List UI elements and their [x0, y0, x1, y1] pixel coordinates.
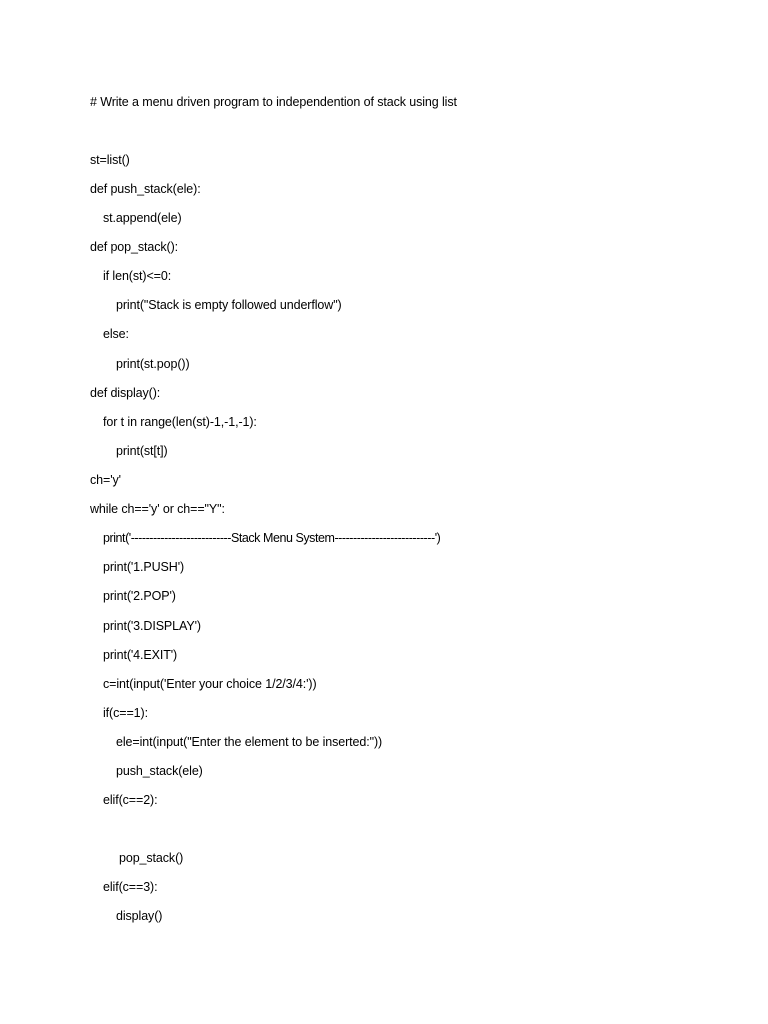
code-line: push_stack(ele)	[116, 764, 203, 778]
code-line: while ch=='y' or ch=="Y":	[90, 502, 225, 516]
code-line: print(st[t])	[116, 444, 168, 458]
code-line: c=int(input('Enter your choice 1/2/3/4:'))	[103, 677, 317, 691]
code-line: st.append(ele)	[103, 211, 182, 225]
code-line: print('4.EXIT')	[103, 648, 178, 662]
code-line: ele=int(input("Enter the element to be inserted:"))	[116, 735, 383, 749]
code-line: print(st.pop())	[116, 357, 190, 371]
code-line: print('---------------------------Stack Menu System---------------------------')	[103, 531, 441, 545]
code-line: elif(c==3):	[103, 880, 158, 894]
code-line: pop_stack()	[119, 851, 184, 865]
code-line: print('3.DISPLAY')	[103, 619, 201, 633]
code-line: st=list()	[90, 153, 130, 167]
code-line: print("Stack is empty followed underflow")	[116, 298, 342, 312]
code-line: def push_stack(ele):	[90, 182, 201, 196]
code-line: if len(st)<=0:	[103, 269, 172, 283]
code-line: else:	[103, 327, 129, 341]
code-comment-title: # Write a menu driven program to independention of stack using list	[90, 95, 457, 109]
code-line: display()	[116, 909, 163, 923]
code-line: print('2.POP')	[103, 589, 176, 603]
code-line: if(c==1):	[103, 706, 148, 720]
code-line: def display():	[90, 386, 161, 400]
code-line: elif(c==2):	[103, 793, 158, 807]
code-line: print('1.PUSH')	[103, 560, 185, 574]
code-line: ch='y'	[90, 473, 121, 487]
code-line: for t in range(len(st)-1,-1,-1):	[103, 415, 257, 429]
code-line: def pop_stack():	[90, 240, 179, 254]
